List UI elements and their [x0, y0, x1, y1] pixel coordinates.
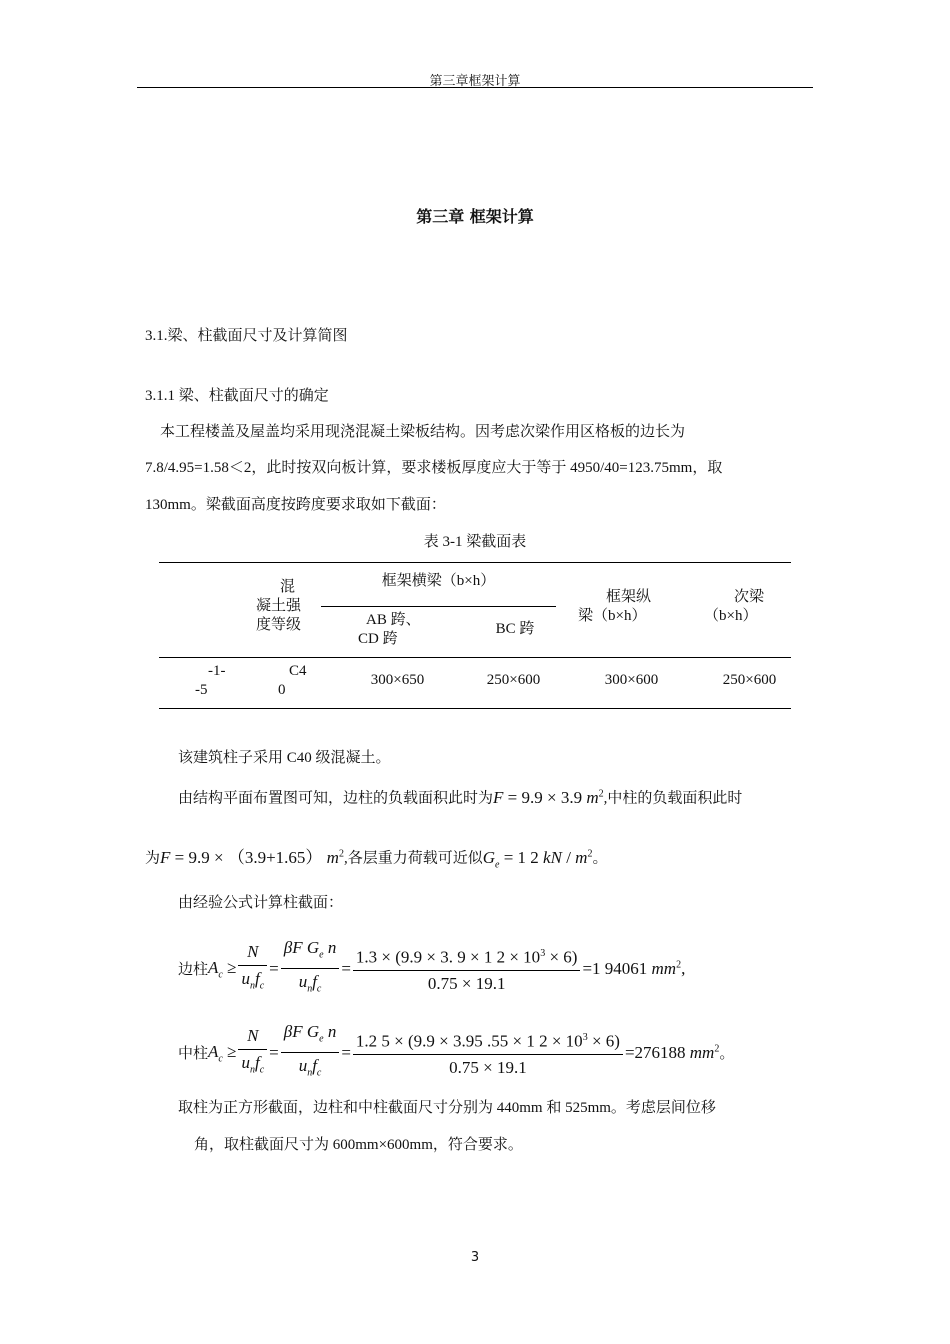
- para3-text-c: 为: [145, 850, 161, 867]
- para2: 该建筑柱子采用 C40 级混凝土。: [178, 750, 391, 766]
- para3-text-e: 。: [592, 850, 608, 867]
- formula-edge-area-value: = 9.9 × 3.9: [507, 787, 583, 807]
- para3-text-a: 由结构平面布置图可知，边柱的负载面积此时为: [178, 790, 494, 807]
- formula-mid-area-value: = 9.9 × （3.9+1.65）: [174, 847, 323, 867]
- section-heading-3-1: 3.1.梁、柱截面尺寸及计算简图: [145, 328, 348, 344]
- eq-mid-numerator-tail: × 6): [587, 1031, 620, 1051]
- row-grade-line2: 0: [278, 682, 286, 698]
- eq-mid-frac3: $\frac{1.2 5 \times (9.9 \times 3.95 .55 \times 1 2 \times 10^3 \times 6)}{0.75 \times 19.1}$: [353, 1028, 623, 1079]
- table-top-rule: [159, 562, 791, 563]
- header-secondary-line2: （b×h）: [704, 608, 758, 624]
- header-concrete-line1: 混: [280, 579, 296, 595]
- row-concrete-grade: [275, 662, 325, 700]
- eq-mid-label: 中柱: [178, 1046, 209, 1063]
- para1-line1: 本工程楼盖及屋盖均采用现浇混凝土梁板结构。因考虑次梁作用区格板的边长为: [160, 424, 686, 440]
- table-caption: 表 3-1 梁截面表: [423, 534, 527, 550]
- eq-edge-frac1: $\frac{N}{u_nf_c}$: [238, 942, 267, 996]
- formula-mid-area: F = 9.9 × （3.9+1.65） $m^2$: [160, 847, 344, 867]
- eq-mid-numerator: 1.2 5 × (9.9 × 3.95 .55 × 1 2 × 10: [355, 1031, 583, 1051]
- table-header-bottom-rule: [159, 657, 791, 658]
- header-longitudinal-line1: 框架纵: [606, 589, 652, 605]
- eq-edge-numerator: 1.3 × (9.9 × 3. 9 × 1 2 × 10: [355, 947, 541, 967]
- row-floor-range: [190, 662, 240, 700]
- header-ab-cd-line1: AB 跨、: [366, 612, 421, 628]
- header-longitudinal-line2: 梁（b×h）: [578, 608, 647, 624]
- eq-mid-result: =276188: [624, 1042, 686, 1062]
- row-longitudinal-value: 300×600: [604, 672, 659, 688]
- formula-edge-area: F = 9.9 × 3.9 $m^2$: [493, 787, 604, 807]
- eq-mid-frac2: $\frac{\beta F G_e n}{u_nf_c}$: [281, 1022, 340, 1084]
- formula-gravity-load: $G_e = 1$ 2 kN / $m^2$: [482, 847, 593, 871]
- para1-line3: 130mm。梁截面高度按跨度要求取如下截面：: [145, 497, 446, 513]
- chapter-title: 第三章 框架计算: [416, 207, 534, 226]
- page-number: 3: [470, 1250, 480, 1265]
- formula-gravity-load-value: = 1 2: [503, 847, 539, 867]
- row-ab-cd-value: 300×650: [370, 672, 425, 688]
- header-concrete-line2: 凝土强: [256, 598, 302, 614]
- eq-edge-frac3: $\frac{1.3 \times (9.9 \times 3. 9 \times 1 2 \times 10^3 \times 6)}{0.75 \times 19.1}$: [353, 944, 581, 995]
- row-floor-line1: -1-: [208, 663, 226, 679]
- header-secondary-line1: 次梁: [734, 589, 765, 605]
- eq-mid-frac1: $\frac{N}{u_nf_c}$: [238, 1026, 267, 1080]
- eq-edge-denominator: 0.75 × 19.1: [427, 974, 506, 994]
- row-bc-value: 250×600: [486, 672, 541, 688]
- table-bottom-rule: [159, 708, 791, 709]
- eq-edge-numerator-tail: × 6): [545, 947, 578, 967]
- row-secondary-value: 250×600: [722, 672, 777, 688]
- table-header-subrule: [321, 606, 556, 607]
- header-concrete-line3: 度等级: [256, 617, 302, 633]
- para5-line1: 取柱为正方形截面，边柱和中柱截面尺寸分别为 440mm 和 525mm。考虑层间位移: [178, 1100, 716, 1116]
- header-bc-span: BC 跨: [495, 621, 535, 637]
- header-ab-cd-line2: CD 跨: [358, 631, 398, 647]
- header-frame-transverse: 框架横梁（b×h）: [381, 573, 496, 589]
- equation-middle-column: 中柱 $A_c$ ≥ $\frac{N}{u_nf_c}$ = $\frac{\beta F G_e n}{u_nf_c}$ = $\frac{1.2 5 \times (9.9 \times 3.95 .55 \times 1 2 \times 10^3 \times 6)}{0.75 \times 19.1}$ =276188 $mm^2$ 。: [178, 1022, 734, 1084]
- para3-line1: [178, 782, 742, 811]
- para3-line2: [145, 842, 607, 877]
- header-concrete-grade: [252, 578, 332, 635]
- para1-line2: 7.8/4.95=1.58＜2，此时按双向板计算，要求楼板厚度应大于等于 4950/40=123.75mm，取: [145, 460, 723, 476]
- header-secondary-beam: [700, 588, 800, 626]
- row-floor-line2: -5: [195, 682, 208, 698]
- header-rule: [137, 87, 813, 88]
- para4: 由经验公式计算柱截面：: [178, 895, 344, 911]
- running-header: 第三章框架计算: [429, 73, 521, 88]
- eq-edge-label: 边柱: [178, 962, 209, 979]
- row-grade-line1: C4: [289, 663, 307, 679]
- eq-edge-frac2: $\frac{\beta F G_e n}{u_nf_c}$: [281, 938, 340, 1000]
- header-ab-cd-span: [340, 611, 450, 649]
- para3-text-d: ,各层重力荷载可近似: [343, 850, 483, 867]
- section-heading-3-1-1: 3.1.1 梁、柱截面尺寸的确定: [145, 388, 329, 404]
- eq-edge-result: =1 94061: [582, 958, 648, 978]
- eq-mid-tail: 。: [719, 1046, 735, 1063]
- eq-mid-denominator: 0.75 × 19.1: [449, 1058, 527, 1078]
- para5-line2: 角，取柱截面尺寸为 600mm×600mm，符合要求。: [194, 1137, 523, 1153]
- equation-edge-column: 边柱 $A_c$ ≥ $\frac{N}{u_nf_c}$ = $\frac{\beta F G_e n}{u_nf_c}$ = $\frac{1.3 \times (9.9 \times 3. 9 \times 1 2 \times 10^3 \times 6)}{0.75 \times 19.1}$ =1 94061 $mm^2$ ,: [178, 938, 685, 1000]
- eq-edge-tail: ,: [681, 958, 686, 978]
- para3-text-b: ,中柱的负载面积此时: [603, 790, 743, 807]
- header-frame-longitudinal: [574, 588, 684, 626]
